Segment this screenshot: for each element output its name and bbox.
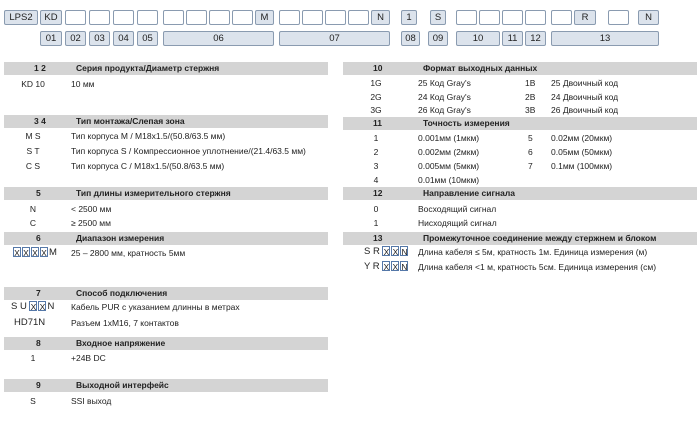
section-6-header <box>4 232 328 245</box>
code-cell-1: 1 <box>401 10 417 25</box>
section-title: Серия продукта/Диаметр стержня <box>76 63 220 73</box>
description: Длина кабеля ≤ 5м, кратность 1м. Единица измерения (м) <box>418 247 648 257</box>
section-title: Тип длины измерительного стержня <box>76 188 231 198</box>
description: Разъем 1xM16, 7 контактов <box>71 318 179 328</box>
section-title: Промежуточное соединение между стержнем и блоком <box>423 233 657 243</box>
section-title: Точность измерения <box>423 118 510 128</box>
code-cell <box>551 10 572 25</box>
section-number: 12 <box>373 188 383 198</box>
code-box: X <box>23 248 29 259</box>
code-value: N <box>29 204 37 214</box>
code-cell <box>113 10 134 25</box>
position-08: 08 <box>401 31 420 46</box>
section-title: Способ подключения <box>76 288 168 298</box>
code-value: S T <box>26 146 40 156</box>
cable-code-yr <box>364 261 409 273</box>
code-cell <box>209 10 230 25</box>
position-09: 09 <box>428 31 448 46</box>
code-box: N <box>401 262 408 273</box>
section-number: 5 <box>36 188 41 198</box>
position-12: 12 <box>525 31 546 46</box>
code-value: S <box>30 396 36 406</box>
code-value: M S <box>25 131 41 141</box>
description: 0.05мм (50мкм) <box>551 147 613 157</box>
code-value: C S <box>25 161 41 171</box>
description: Тип корпуса M / M18x1.5/(50.8/63.5 мм) <box>71 131 226 141</box>
position-13: 13 <box>551 31 659 46</box>
code-value: 4 <box>373 175 379 185</box>
code-value: 3G <box>370 105 382 115</box>
code-cell-s: S <box>430 10 446 25</box>
section-13-header <box>343 232 697 245</box>
code-value: C <box>29 218 37 228</box>
description: 25 – 2800 мм, кратность 5мм <box>71 248 186 258</box>
position-05: 05 <box>137 31 158 46</box>
position-07: 07 <box>279 31 390 46</box>
section-number: 13 <box>373 233 383 243</box>
description: 0.01мм (10мкм) <box>418 175 480 185</box>
section-5-header <box>4 187 328 200</box>
code-cell <box>325 10 346 25</box>
section-3-4-header <box>4 115 328 128</box>
section-title: Входное напряжение <box>76 338 166 348</box>
position-04: 04 <box>113 31 134 46</box>
code-box: X <box>30 302 37 313</box>
section-number: 11 <box>373 118 382 128</box>
code-value: 2G <box>370 92 382 102</box>
section-number: 9 <box>36 380 41 390</box>
code-cell <box>456 10 477 25</box>
description: 24 Двоичный код <box>551 92 619 102</box>
description: 0.005мм (5мкм) <box>418 161 480 171</box>
code-prefix: S U <box>11 301 27 312</box>
range-code <box>13 247 57 259</box>
code-cell-n: N <box>371 10 390 25</box>
code-box: X <box>383 247 390 258</box>
code-value: 1 <box>30 353 36 363</box>
code-box: X <box>392 262 399 273</box>
code-box: X <box>14 248 20 259</box>
description: 24 Код Gray's <box>418 92 471 102</box>
section-7-header <box>4 287 328 300</box>
code-value: 2B <box>525 92 536 102</box>
description: Тип корпуса C / M18x1.5/(50.8/63.5 мм) <box>71 161 225 171</box>
code-prefix: S R <box>364 246 380 257</box>
code-prefix: Y R <box>364 261 380 272</box>
section-title: Выходной интерфейс <box>76 380 169 390</box>
description: < 2500 мм <box>71 204 112 214</box>
position-11: 11 <box>502 31 523 46</box>
code-value: 6 <box>528 147 533 157</box>
section-number: 1 2 <box>34 63 46 73</box>
code-cell <box>302 10 323 25</box>
code-box: N <box>401 247 408 258</box>
description: 25 Код Gray's <box>418 78 471 88</box>
code-tail: M <box>49 247 57 258</box>
description: 25 Двоичный код <box>551 78 619 88</box>
position-01: 01 <box>40 31 62 46</box>
description: 26 Двоичный код <box>551 105 619 115</box>
code-cell-kd: KD <box>40 10 62 25</box>
code-value: 1G <box>370 78 382 88</box>
code-value: 7 <box>528 161 533 171</box>
description: ≥ 2500 мм <box>71 218 111 228</box>
description: Тип корпуса S / Компрессионное уплотнение/(21.4/63.5 мм) <box>71 146 306 156</box>
code-value: 1B <box>525 78 536 88</box>
code-cell <box>232 10 253 25</box>
section-1-2-header <box>4 62 328 75</box>
section-9-header <box>4 379 328 392</box>
section-number: 8 <box>36 338 41 348</box>
description: Длина кабеля <1 м, кратность 5см. Единица измерения (см) <box>418 262 657 272</box>
code-box: X <box>392 247 399 258</box>
code-box: X <box>32 248 38 259</box>
code-cell <box>137 10 158 25</box>
code-cell-m: M <box>255 10 274 25</box>
section-11-header <box>343 117 697 130</box>
code-value: 0 <box>373 204 379 214</box>
code-cell <box>608 10 629 25</box>
description: 0.002мм (2мкм) <box>418 147 480 157</box>
connection-code-connector: HD71N <box>14 317 46 328</box>
position-02: 02 <box>65 31 86 46</box>
section-12-header <box>343 187 697 200</box>
description: 0.02мм (20мкм) <box>551 133 613 143</box>
code-cell <box>479 10 500 25</box>
position-03: 03 <box>89 31 110 46</box>
code-cell <box>502 10 523 25</box>
position-06: 06 <box>163 31 274 46</box>
code-value: 3 <box>373 161 379 171</box>
description: +24В DC <box>71 353 106 363</box>
code-cell <box>89 10 110 25</box>
code-value: 2 <box>373 147 379 157</box>
description: Нисходящий сигнал <box>418 218 497 228</box>
description: 26 Код Gray's <box>418 105 471 115</box>
code-cell <box>279 10 300 25</box>
code-cell <box>186 10 207 25</box>
section-number: 10 <box>373 63 383 73</box>
section-title: Направление сигнала <box>423 188 515 198</box>
code-cell-lps2: LPS2 <box>4 10 38 25</box>
description: 0.001мм (1мкм) <box>418 133 480 143</box>
section-title: Формат выходных данных <box>423 63 538 73</box>
cable-code-sr <box>364 246 409 258</box>
description: Восходящий сигнал <box>418 204 497 214</box>
position-10: 10 <box>456 31 500 46</box>
code-cell-n2: N <box>638 10 659 25</box>
section-title: Диапазон измерения <box>76 233 165 243</box>
description: Кабель PUR с указанием длинны в метрах <box>71 302 240 312</box>
code-cell <box>163 10 184 25</box>
section-number: 6 <box>36 233 41 243</box>
code-box: X <box>39 302 46 313</box>
code-box: X <box>383 262 390 273</box>
code-value: KD 10 <box>21 79 45 89</box>
section-10-header <box>343 62 697 75</box>
section-title: Тип монтажа/Слепая зона <box>76 116 185 126</box>
code-cell <box>65 10 86 25</box>
code-cell <box>348 10 369 25</box>
code-cell-r: R <box>574 10 596 25</box>
code-cell <box>525 10 546 25</box>
code-box: X <box>41 248 47 259</box>
code-value: 1 <box>373 218 379 228</box>
description: SSI выход <box>71 396 112 406</box>
code-tail: N <box>47 301 55 312</box>
section-number: 7 <box>36 288 41 298</box>
code-value: 1 <box>373 133 379 143</box>
connection-code-cable <box>11 301 54 313</box>
description: 0.1мм (100мкм) <box>551 161 613 171</box>
section-8-header <box>4 337 328 350</box>
description: 10 мм <box>71 79 95 89</box>
code-value: 5 <box>528 133 533 143</box>
code-value: 3B <box>525 105 536 115</box>
section-number: 3 4 <box>34 116 46 126</box>
